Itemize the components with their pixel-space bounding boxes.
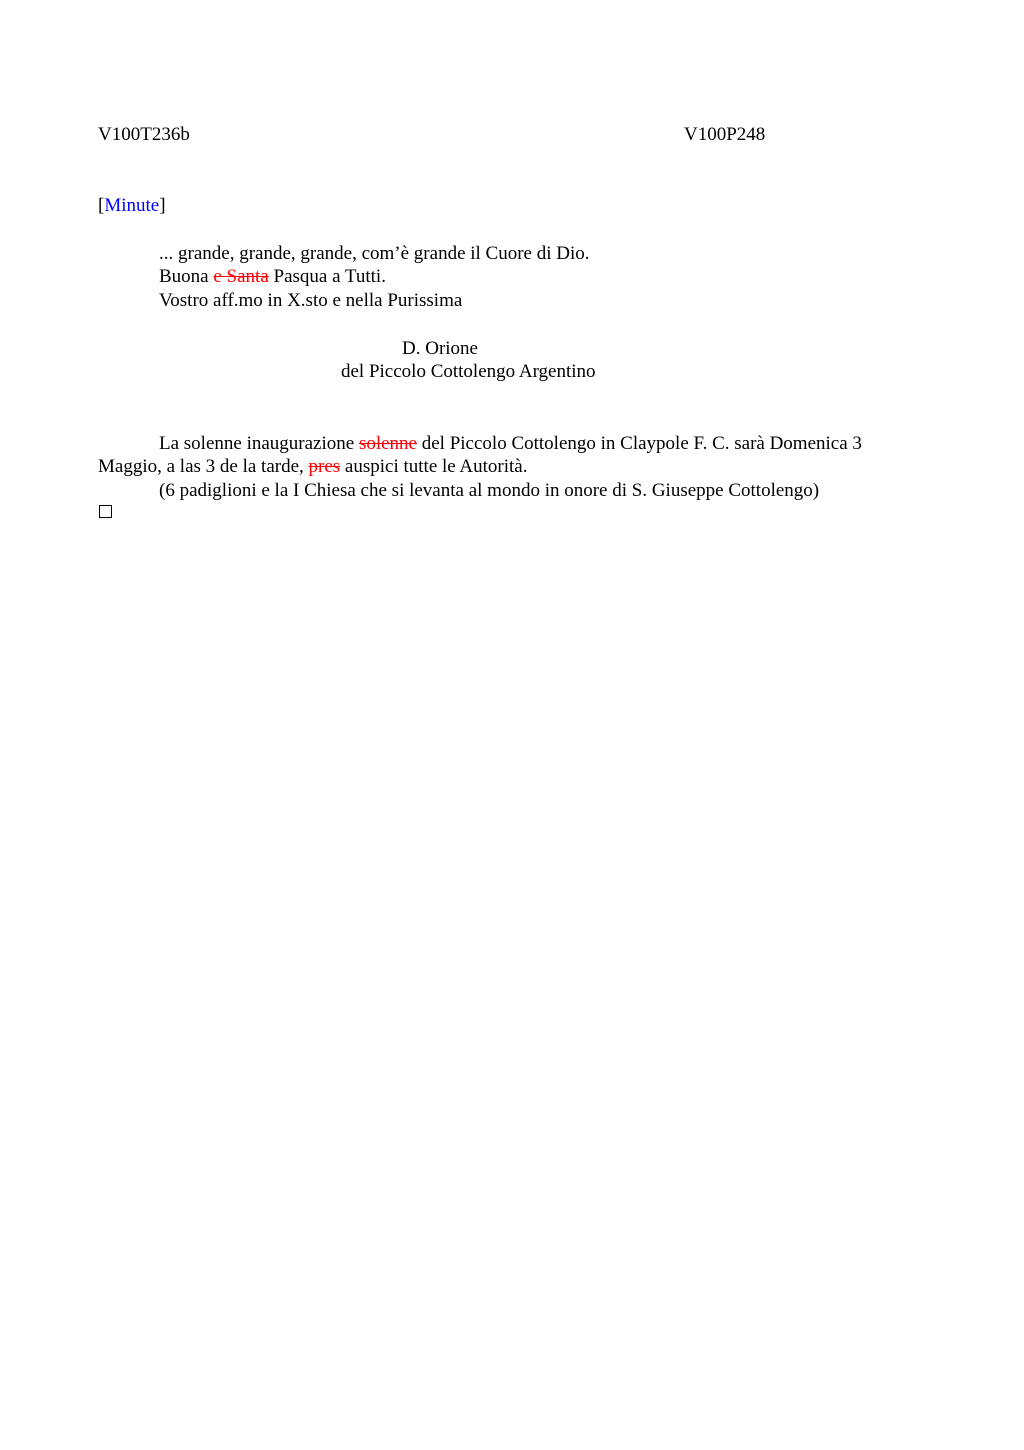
signature-title: del Piccolo Cottolengo Argentino: [341, 361, 596, 382]
section-label: [98, 196, 166, 215]
letter-line-1: ... grande, grande, grande, com’è grande il Cuore di Dio.: [159, 243, 590, 264]
letter-line-3: Vostro aff.mo in X.sto e nella Purissima: [159, 290, 463, 311]
postscript-line-2-end: auspici tutte le Autorità.: [340, 456, 528, 477]
deleted-text: solenne: [358, 433, 417, 454]
minute-link[interactable]: Minute: [104, 195, 160, 216]
document-code-left: V100T236b: [98, 124, 190, 145]
signature-name: D. Orione: [402, 338, 478, 359]
postscript-line-3: (6 padiglioni e la I Chiesa che si levanta al mondo in onore di S. Giuseppe Cottolengo): [159, 480, 820, 501]
deleted-text: pres: [308, 456, 341, 477]
bracket-open: [: [98, 195, 105, 216]
deleted-text: e Santa: [213, 266, 269, 287]
letter-line-2: [159, 267, 386, 286]
bracket-close: ]: [159, 195, 166, 216]
letter-line-2-start: Buona: [159, 266, 214, 287]
postscript-line-2-start: Maggio, a las 3 de la tarde,: [98, 456, 309, 477]
postscript-line-1: [159, 434, 862, 453]
letter-line-2-end: Pasqua a Tutti.: [268, 266, 386, 287]
document-code-right: V100P248: [684, 124, 766, 145]
postscript-line-1-end: del Piccolo Cottolengo in Claypole F. C. sarà Domenica 3: [417, 433, 862, 454]
end-marker-box: [99, 505, 112, 518]
postscript-line-2: [98, 457, 528, 476]
postscript-line-1-start: La solenne inaugurazione: [159, 433, 359, 454]
